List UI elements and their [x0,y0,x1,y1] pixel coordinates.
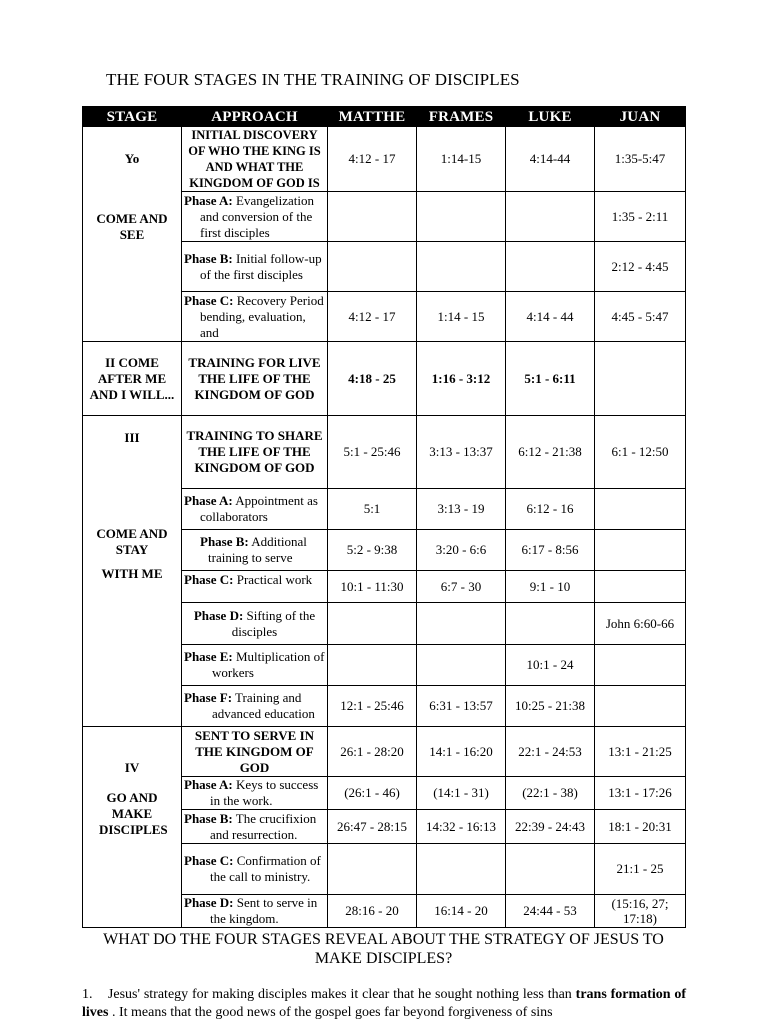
ref-mark [417,603,506,645]
phase-text: Multiplication of workers [212,649,325,681]
ref-luke: 10:25 - 21:38 [506,685,595,726]
ref-mark: 16:14 - 20 [417,895,506,928]
paragraph-number: 1. [82,987,93,1002]
ref-luke: 22:1 - 24:53 [506,727,595,777]
ref-matthew [328,603,417,645]
ref-luke: 4:14-44 [506,127,595,192]
ref-matthew [328,645,417,685]
ref-matthew: 4:18 - 25 [328,342,417,416]
approach-phase [182,192,328,242]
approach-title: INITIAL DISCOVERY OF WHO THE KING IS AND WHAT THE KINGDOM OF GOD IS [182,127,328,192]
body-paragraph [82,986,686,1022]
stage-4-cell [83,727,182,928]
phase-text: The crucifixion and resurrection. [210,810,317,842]
phase-text: Evangelization and conversion of the first disciples [200,192,314,240]
stage-3-title-a: COME AND STAY [96,526,168,557]
ref-john: 1:35 - 2:11 [595,192,686,242]
header-approach: APPROACH [182,107,328,127]
approach-phase [182,844,328,895]
ref-luke: (22:1 - 38) [506,777,595,810]
ref-mark [417,242,506,292]
stages-table [82,106,686,928]
ref-john: 21:1 - 25 [595,844,686,895]
table-header-row [83,107,686,127]
ref-luke: 4:14 - 44 [506,292,595,342]
ref-mark [417,192,506,242]
ref-mark: 3:20 - 6:6 [417,529,506,570]
ref-john [595,342,686,416]
ref-matthew: (26:1 - 46) [328,777,417,810]
approach-phase [182,777,328,810]
phase-text: Practical work [233,571,313,587]
stage-4-title: GO AND MAKE DISCIPLES [99,790,168,837]
ref-mark: 1:14 - 15 [417,292,506,342]
ref-matthew: 26:1 - 28:20 [328,727,417,777]
phase-label: Phase A: [184,192,233,208]
phase-text: Sifting of the disciples [231,607,316,639]
approach-title [182,342,328,416]
paragraph-bold: trans formation of lives [82,987,687,1020]
approach-phase [182,489,328,529]
stage-2-cell: II COME AFTER ME AND I WILL... [83,342,182,416]
approach-phase [182,529,328,570]
stage-1-cell [83,127,182,342]
approach-phase [182,292,328,342]
ref-john: John 6:60-66 [595,603,686,645]
approach-phase [182,810,328,844]
ref-luke: 10:1 - 24 [506,645,595,685]
ref-luke [506,844,595,895]
header-mark: FRAMES [417,107,506,127]
header-luke: LUKE [506,107,595,127]
ref-john: 13:1 - 21:25 [595,727,686,777]
ref-matthew: 12:1 - 25:46 [328,685,417,726]
ref-matthew [328,242,417,292]
table-row [83,342,686,416]
ref-matthew: 10:1 - 11:30 [328,570,417,602]
ref-matthew: 5:1 [328,489,417,529]
ref-matthew [328,844,417,895]
phase-label: Phase A: [184,493,233,509]
ref-john [595,645,686,685]
approach-phase [182,895,328,928]
ref-luke: 6:17 - 8:56 [506,529,595,570]
phase-label: Phase E: [184,649,233,665]
ref-mark [417,645,506,685]
phase-label: Phase C: [184,571,234,587]
ref-mark: (14:1 - 31) [417,777,506,810]
ref-john: (15:16, 27; 17:18) [595,895,686,928]
ref-matthew: 4:12 - 17 [328,127,417,192]
ref-john [595,489,686,529]
ref-mark: 1:14-15 [417,127,506,192]
ref-mark: 3:13 - 19 [417,489,506,529]
stage-3-title-b: WITH ME [101,566,163,581]
ref-mark [417,844,506,895]
ref-matthew [328,192,417,242]
approach-phase [182,603,328,645]
phase-text: Sent to serve in the kingdom. [210,895,318,926]
approach-phase [182,242,328,292]
approach-phase [182,645,328,685]
ref-john: 6:1 - 12:50 [595,416,686,489]
approach-phase [182,685,328,726]
ref-john: 18:1 - 20:31 [595,810,686,844]
paragraph-text-1: Jesus' strategy for making disciples makes it clear that he sought nothing less than [107,987,576,1002]
phase-text: Recovery Period bending, evaluation, and [200,292,324,340]
ref-john [595,685,686,726]
ref-luke: 5:1 - 6:11 [506,342,595,416]
approach-phase [182,570,328,602]
phase-text: Initial follow-up of the first disciples [200,250,322,282]
header-stage: STAGE [83,107,182,127]
table-row [83,727,686,777]
phase-label: Phase B: [184,810,233,826]
ref-luke: 6:12 - 16 [506,489,595,529]
phase-label: Phase C: [184,853,234,868]
stage-1-number: Yo [124,151,140,166]
phase-label: Phase D: [184,895,234,910]
phase-label: Phase B: [200,533,249,549]
ref-matthew: 26:47 - 28:15 [328,810,417,844]
section-question: WHAT DO THE FOUR STAGES REVEAL ABOUT THE STRATEGY OF JESUS TO MAKE DISCIPLES? [103,931,664,967]
header-john: JUAN [595,107,686,127]
paragraph-text-2: . It means that the good news of the gospel goes far beyond forgiveness of sins [108,1005,553,1020]
table-row [83,127,686,192]
phase-label: Phase C: [184,292,234,308]
table-row [83,416,686,489]
ref-luke: 9:1 - 10 [506,570,595,602]
ref-john [595,529,686,570]
ref-john: 1:35-5:47 [595,127,686,192]
ref-matthew: 28:16 - 20 [328,895,417,928]
phase-label: Phase B: [184,250,233,266]
ref-mark: 14:32 - 16:13 [417,810,506,844]
stage-4-number: IV [124,760,140,775]
approach-title-text: TRAINING FOR LIVE THE LIFE OF THE KINGDOM OF GOD [188,354,321,402]
ref-mark: 6:31 - 13:57 [417,685,506,726]
ref-john: 13:1 - 17:26 [595,777,686,810]
phase-text: Confirmation of the call to ministry. [210,853,321,884]
stage-3-cell [83,416,182,727]
ref-john: 4:45 - 5:47 [595,292,686,342]
ref-luke [506,242,595,292]
stage-1-title-a: COME AND [96,211,168,226]
ref-john: 2:12 - 4:45 [595,242,686,292]
ref-mark: 6:7 - 30 [417,570,506,602]
ref-john [595,570,686,602]
ref-luke: 24:44 - 53 [506,895,595,928]
ref-mark: 3:13 - 13:37 [417,416,506,489]
ref-matthew: 5:1 - 25:46 [328,416,417,489]
ref-luke: 22:39 - 24:43 [506,810,595,844]
ref-mark: 1:16 - 3:12 [417,342,506,416]
phase-text: Training and advanced education [212,689,315,721]
ref-luke [506,603,595,645]
phase-text: Keys to success in the work. [210,777,319,808]
page-title: THE FOUR STAGES IN THE TRAINING OF DISCIPLES [106,70,520,89]
ref-luke [506,192,595,242]
phase-text: Additional training to serve [208,533,307,565]
approach-title: TRAINING TO SHARE THE LIFE OF THE KINGDOM OF GOD [182,416,328,489]
phase-label: Phase F: [184,689,233,705]
ref-matthew: 4:12 - 17 [328,292,417,342]
ref-luke: 6:12 - 21:38 [506,416,595,489]
ref-matthew: 5:2 - 9:38 [328,529,417,570]
approach-title: SENT TO SERVE IN THE KINGDOM OF GOD [182,727,328,777]
phase-label: Phase D: [193,607,244,623]
phase-label: Phase A: [184,777,233,792]
stage-1-title-b: SEE [119,227,145,242]
ref-mark: 14:1 - 16:20 [417,727,506,777]
stage-3-number: III [124,430,140,445]
phase-text: Appointment as collaborators [200,493,318,525]
header-matthew: MATTHE [328,107,417,127]
